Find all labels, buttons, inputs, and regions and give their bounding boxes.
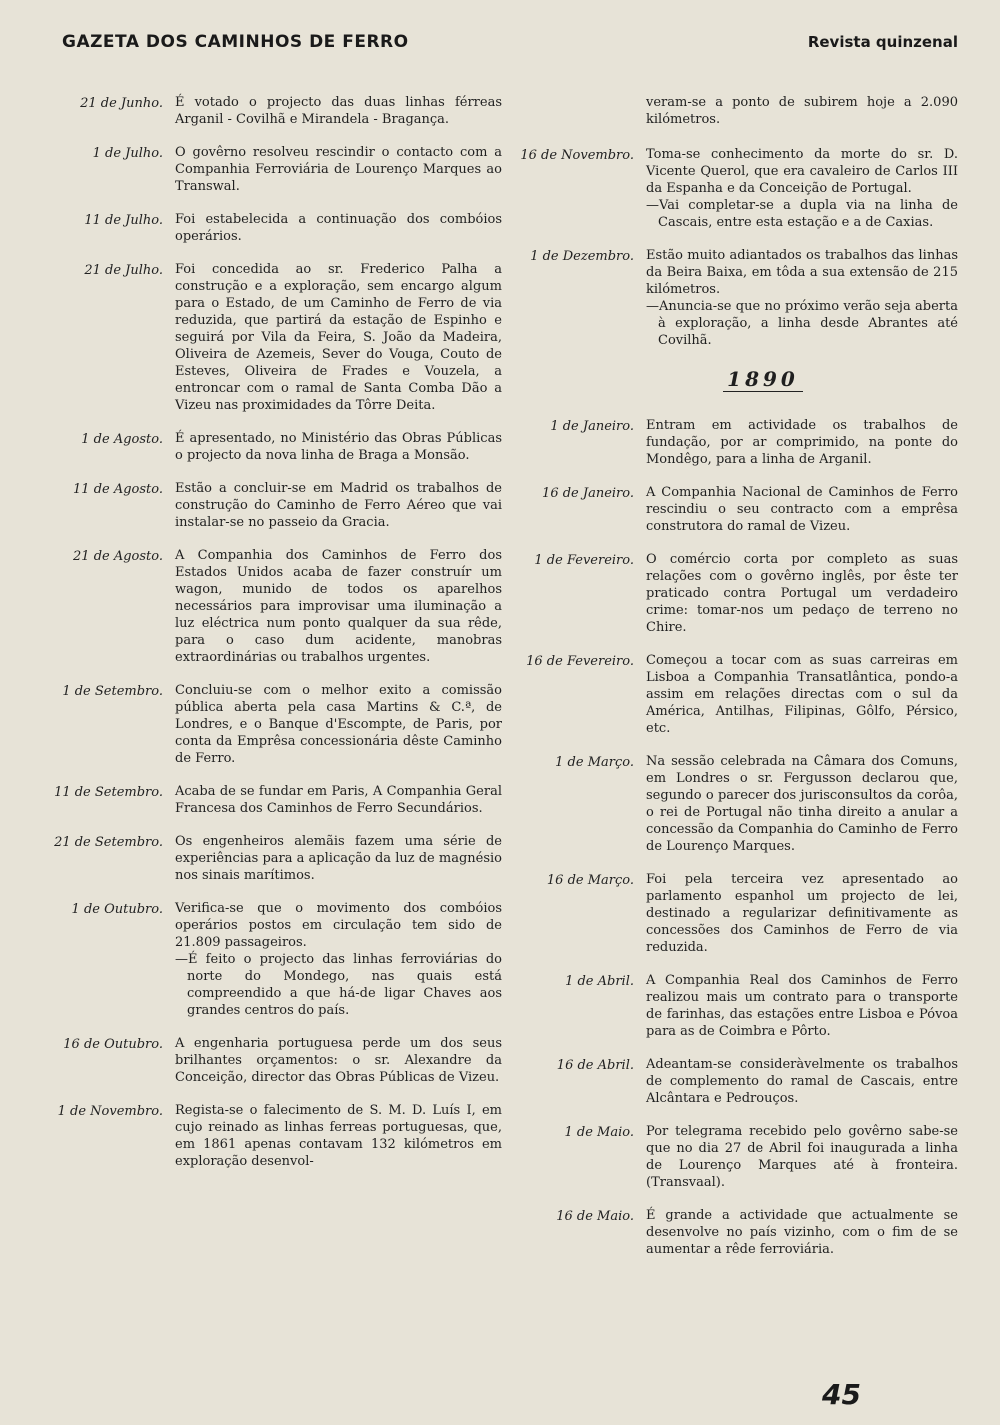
entry-paragraph: É votado o projecto das duas linhas férreas Arganil - Covilhã e Mirandela - Bragança.: [175, 95, 502, 127]
entry-paragraph: É apresentado, no Ministério das Obras Públicas o projecto da nova linha de Braga a Monsão.: [175, 431, 502, 463]
chronology-entry: [40, 900, 502, 1019]
chronology-entry: [40, 261, 502, 414]
entry-text: [175, 1102, 502, 1170]
entry-text: [646, 1056, 958, 1107]
entry-date: 1 de Agosto.: [81, 432, 163, 447]
entry-text: [646, 247, 958, 349]
left-column: [40, 94, 502, 1186]
entry-date: 1 de Maio.: [564, 1125, 634, 1140]
entry-text: [175, 547, 502, 666]
chronology-entry: [40, 430, 502, 464]
chronology-entry: [508, 484, 958, 535]
entry-text: [175, 833, 502, 884]
entry-paragraph: —Vai completar-se a dupla via na linha de Cascais, entre esta estação e a de Caxias.: [646, 198, 958, 230]
entry-paragraph: Começou a tocar com as suas carreiras em Lisboa a Companhia Transatlântica, pondo-a assim em relações directas com o sul da América, Antilhas, Filipinas, Gôlfo, Pérsico, etc.: [646, 653, 958, 736]
chronology-entry: [40, 1102, 502, 1170]
entry-text: [175, 480, 502, 531]
entries-1889-end: [508, 146, 958, 349]
chronology-entry: [508, 417, 958, 468]
entry-paragraph: A Companhia Real dos Caminhos de Ferro realizou mais um contrato para o transporte de farinhas, das estações entre Lisboa e Póvoa para as de Coimbra e Pôrto.: [646, 973, 958, 1039]
chronology-entry: [40, 480, 502, 531]
chronology-entry: [40, 783, 502, 817]
chronology-entry: [508, 551, 958, 636]
entry-paragraph: Na sessão celebrada na Câmara dos Comuns, em Londres o sr. Fergusson declarou que, segundo o parecer dos jurisconsultos da corôa, o rei de Portugal não tinha direito a anular a concessão da Companhia do Caminho de Ferro de Lourenço Marques.: [646, 754, 958, 854]
entry-text: [646, 972, 958, 1040]
entry-date: 16 de Fevereiro.: [526, 654, 634, 669]
entry-text: [175, 144, 502, 195]
chronology-entry: [508, 1056, 958, 1107]
entry-text: [646, 753, 958, 855]
entry-paragraph: —É feito o projecto das linhas ferroviárias do norte do Mondego, nas quais está compreendido a que há-de ligar Chaves aos grandes centros do país.: [175, 952, 502, 1018]
entry-date: 21 de Julho.: [84, 263, 163, 278]
entry-paragraph: —Anuncia-se que no próximo verão seja aberta à exploração, a linha desde Abrantes até Covilhã.: [646, 299, 958, 348]
entry-paragraph: Concluiu-se com o melhor exito a comissão pública aberta pela casa Martins & C.ª, de Londres, e o Banque d'Escompte, de Paris, por conta da Emprêsa concessionária dêste Caminho de Ferro.: [175, 683, 502, 766]
entry-text: [175, 211, 502, 245]
year-heading: [568, 367, 958, 391]
journal-tagline: Revista quinzenal: [807, 33, 958, 51]
entry-date: 16 de Janeiro.: [542, 486, 634, 501]
entry-date: 16 de Novembro.: [520, 148, 634, 163]
entry-paragraph: Por telegrama recebido pelo govêrno sabe-se que no dia 27 de Abril foi inaugurada a linha de Lourenço Marques até à fronteira. (Transvaal).: [646, 1124, 958, 1190]
chronology-entry: [40, 833, 502, 884]
entry-paragraph: A engenharia portuguesa perde um dos seus brilhantes orçamentos: o sr. Alexandre da Conceição, director das Obras Públicas de Vizeu.: [175, 1036, 502, 1085]
entry-date: 16 de Março.: [546, 873, 634, 888]
year-label: 1890: [723, 367, 803, 392]
chronology-entry: [508, 753, 958, 855]
chronology-entry: [40, 144, 502, 195]
entry-paragraph: Regista-se o falecimento de S. M. D. Luís I, em cujo reinado as linhas ferreas portuguesas, que, em 1861 apenas contavam 132 kilómetros em exploração desenvol-: [175, 1103, 502, 1169]
journal-title: GAZETA DOS CAMINHOS DE FERRO: [62, 32, 409, 52]
entry-text: [646, 146, 958, 231]
entry-paragraph: O govêrno resolveu rescindir o contacto com a Companhia Ferroviária de Lourenço Marques ao Transwal.: [175, 145, 502, 194]
entry-text: [175, 94, 502, 128]
entry-date: 21 de Agosto.: [73, 549, 163, 564]
page-header: [62, 32, 958, 56]
entry-date: 21 de Setembro.: [54, 835, 163, 850]
entry-date: 11 de Agosto.: [73, 482, 163, 497]
entry-text: [175, 783, 502, 817]
entry-text: [646, 551, 958, 636]
entry-paragraph: Foi concedida ao sr. Frederico Palha a construção e a exploração, sem encargo algum para o Estado, de um Caminho de Ferro de via reduzida, que partirá da estação de Espinho e seguirá por Vila da Feira, S. João da Madeira, Oliveira de Azemeis, Sever do Vouga, Couto de Esteves, Oliveira de Frades e Vouzela, a entroncar com o ramal de Santa Comba Dão a Vizeu nas proximidades da Tôrre Deita.: [175, 262, 502, 413]
entry-date: 1 de Setembro.: [62, 684, 163, 699]
entry-date: 1 de Fevereiro.: [534, 553, 634, 568]
continuation-text: veram-se a ponto de subirem hoje a 2.090 kilómetros.: [646, 95, 958, 127]
chronology-entry: [40, 1035, 502, 1086]
entry-text: [175, 1035, 502, 1086]
entry-date: 16 de Outubro.: [63, 1037, 163, 1052]
entry-text: [646, 417, 958, 468]
chronology-entry: [40, 211, 502, 245]
entry-date: 1 de Julho.: [92, 146, 163, 161]
entry-paragraph: Verifica-se que o movimento dos combóios operários postos em circulação tem sido de 21.809 passageiros.: [175, 901, 502, 950]
entry-text: [646, 484, 958, 535]
entry-paragraph: Foi estabelecida a continuação dos combóios operários.: [175, 212, 502, 244]
entry-text: [175, 261, 502, 414]
entry-text: [646, 1207, 958, 1258]
entry-text: [646, 652, 958, 737]
chronology-entry: [40, 94, 502, 128]
entry-date: 1 de Março.: [555, 755, 634, 770]
chronology-entry: [508, 871, 958, 956]
right-column: [508, 94, 958, 1274]
chronology-entry: [40, 682, 502, 767]
chronology-entry: [508, 652, 958, 737]
page-number: 45: [822, 1378, 861, 1411]
entry-paragraph: É grande a actividade que actualmente se desenvolve no país vizinho, com o fim de se aumentar a rêde ferroviária.: [646, 1208, 958, 1257]
entry-paragraph: Acaba de se fundar em Paris, A Companhia Geral Francesa dos Caminhos de Ferro Secundários.: [175, 784, 502, 816]
entry-date: 1 de Dezembro.: [530, 249, 634, 264]
chronology-entry: [508, 972, 958, 1040]
entry-paragraph: A Companhia Nacional de Caminhos de Ferro rescindiu o seu contracto com a emprêsa construtora do ramal de Vizeu.: [646, 485, 958, 534]
entry-paragraph: Entram em actividade os trabalhos de fundação, por ar comprimido, na ponte do Mondêgo, para a linha de Arganil.: [646, 418, 958, 467]
entry-date: 1 de Novembro.: [57, 1104, 163, 1119]
chronology-entry: [508, 1123, 958, 1191]
entry-date: 21 de Junho.: [80, 96, 163, 111]
entry-paragraph: Estão muito adiantados os trabalhos das linhas da Beira Baixa, em tôda a sua extensão de 215 kilómetros.: [646, 248, 958, 297]
entry-text: [646, 1123, 958, 1191]
entry-text: [646, 871, 958, 956]
entry-text: [175, 682, 502, 767]
chronology-entry: [40, 547, 502, 666]
entries-1890: [508, 417, 958, 1258]
entry-date: 16 de Maio.: [556, 1209, 634, 1224]
entry-paragraph: Os engenheiros alemãis fazem uma série de experiências para a aplicação da luz de magnésio nos sinais marítimos.: [175, 834, 502, 883]
entry-date: 1 de Janeiro.: [550, 419, 634, 434]
entry-paragraph: Foi pela terceira vez apresentado ao parlamento espanhol um projecto de lei, destinado a regularizar definitivamente as concessões dos Caminhos de Ferro de via reduzida.: [646, 872, 958, 955]
entry-text: [175, 900, 502, 1019]
entry-text: [175, 430, 502, 464]
chronology-entry: [508, 247, 958, 349]
entry-paragraph: O comércio corta por completo as suas relações com o govêrno inglês, por êste ter praticado contra Portugal um verdadeiro crime: tomar-nos um pedaço de terreno no Chire.: [646, 552, 958, 635]
entry-date: 11 de Setembro.: [54, 785, 163, 800]
entry-paragraph: Adeantam-se consideràvelmente os trabalhos de complemento do ramal de Cascais, entre Alcântara e Pedrouços.: [646, 1057, 958, 1106]
entry-date: 11 de Julho.: [84, 213, 163, 228]
entry-date: 1 de Outubro.: [71, 902, 163, 917]
entry-date: 1 de Abril.: [565, 974, 634, 989]
entry-paragraph: Estão a concluir-se em Madrid os trabalhos de construção do Caminho de Ferro Aéreo que vai instalar-se no passeio da Gracia.: [175, 481, 502, 530]
entry-date: 16 de Abril.: [556, 1058, 634, 1073]
entry-paragraph: A Companhia dos Caminhos de Ferro dos Estados Unidos acaba de fazer construír um wagon, munido de todos os aparelhos necessários para improvisar uma iluminação a luz eléctrica num ponto qualquer da sua rêde, para o caso dum acidente, manobras extraordinárias ou trabalhos urgentes.: [175, 548, 502, 665]
entry-paragraph: Toma-se conhecimento da morte do sr. D. Vicente Querol, que era cavaleiro de Carlos III da Espanha e da Conceição de Portugal.: [646, 147, 958, 196]
chronology-entry: [508, 146, 958, 231]
chronology-entry: [508, 1207, 958, 1258]
